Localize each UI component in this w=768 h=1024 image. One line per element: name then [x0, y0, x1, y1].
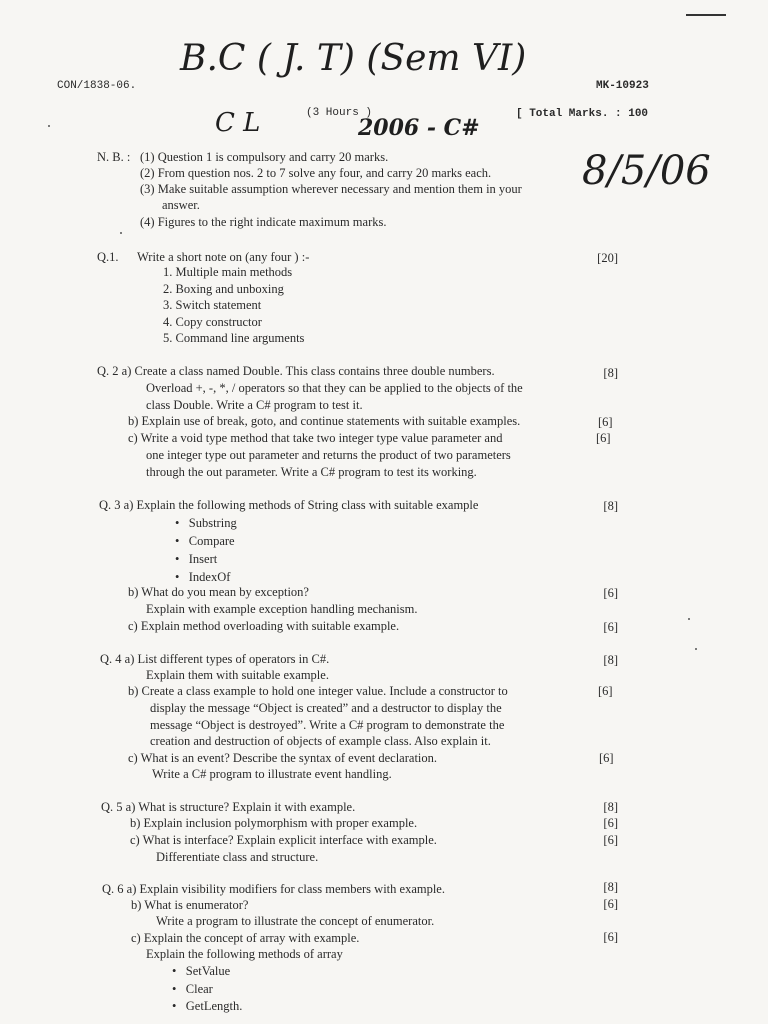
q3-bullet-text: Compare [188, 534, 235, 548]
q1-marks: [20] [597, 251, 618, 265]
scan-speck [48, 125, 50, 127]
q6b-marks: [6] [603, 897, 618, 911]
q3b-line: Explain with example exception handling mechanism. [146, 602, 418, 616]
q5a-marks: [8] [603, 800, 618, 814]
q6c-marks: [6] [603, 930, 618, 944]
total-marks: [ Total Marks. : 100 [516, 108, 649, 120]
q6c-line: c) Explain the concept of array with example. [131, 931, 360, 945]
q4a-line: Explain them with suitable example. [146, 668, 329, 682]
q1-item: 3. Switch statement [163, 298, 262, 312]
q6c-line: Explain the following methods of array [146, 947, 343, 961]
q1-item: 1. Multiple main methods [163, 265, 293, 279]
q1-item: 4. Copy constructor [163, 315, 262, 329]
q2a-line: Q. 2 a) Create a class named Double. This class contains three double numbers. [97, 364, 495, 378]
q3c-marks: [6] [603, 620, 618, 634]
q4a-marks: [8] [603, 653, 618, 667]
q4b-line: display the message “Object is created” and a destructor to display the [150, 701, 502, 715]
q2a-line: Overload +, -, *, / operators so that they can be applied to the objects of the [146, 381, 523, 395]
q3b-line: b) What do you mean by exception? [128, 585, 309, 599]
q4c-line: Write a C# program to illustrate event handling. [152, 767, 392, 781]
q1-text: Write a short note on (any four ) :- [137, 250, 310, 264]
q6b-line: b) What is enumerator? [131, 898, 249, 912]
q4c-marks: [6] [599, 751, 614, 765]
handwritten-sub: C L [215, 108, 261, 138]
q6a-marks: [8] [603, 880, 618, 894]
q2c-line: c) Write a void type method that take two integer type value parameter and [128, 431, 503, 445]
q5b-marks: [6] [603, 816, 618, 830]
q3-bullet: • Substring [175, 516, 237, 530]
nb-label: N. B. : [97, 150, 131, 164]
q3-bullet-text: IndexOf [188, 570, 231, 584]
q5c-line: Differentiate class and structure. [156, 850, 319, 864]
duration: (3 Hours ) [306, 107, 373, 119]
paper-code: CON/1838-06. [57, 80, 137, 92]
q4b-line: b) Create a class example to hold one integer value. Include a constructor to [128, 684, 508, 698]
nb-item: (1) Question 1 is compulsory and carry 20 marks. [140, 150, 389, 164]
scan-mark [686, 14, 726, 16]
scan-speck [695, 648, 697, 650]
paper-ref: MK-10923 [596, 80, 649, 92]
nb-item: (2) From question nos. 2 to 7 solve any four, and carry 20 marks each. [140, 166, 492, 180]
nb-item: answer. [162, 198, 200, 212]
q6-bullet-text: Clear [185, 982, 213, 996]
handwritten-title: B.C ( J. T) (Sem VI) [180, 38, 527, 79]
q6-bullet-text: SetValue [185, 964, 231, 978]
q2b-marks: [6] [598, 415, 613, 429]
q3-bullet: • Insert [175, 552, 218, 566]
q6b-line: Write a program to illustrate the concept of enumerator. [156, 914, 435, 928]
q1-item: 5. Command line arguments [163, 331, 305, 345]
q4b-line: creation and destruction of objects of example class. Also explain it. [150, 734, 491, 748]
q2a-marks: [8] [603, 366, 618, 380]
q3c-line: c) Explain method overloading with suitable example. [128, 619, 400, 633]
q6-bullet: • SetValue [172, 964, 231, 978]
q3a-line: Q. 3 a) Explain the following methods of String class with suitable example [99, 498, 479, 512]
q3-bullet: • Compare [175, 534, 235, 548]
q6-bullet: • Clear [172, 982, 213, 996]
scan-speck [120, 232, 122, 234]
q4b-marks: [6] [598, 684, 613, 698]
q2a-line: class Double. Write a C# program to test it. [146, 398, 363, 412]
q5c-marks: [6] [603, 833, 618, 847]
q4b-line: message “Object is destroyed”. Write a C# program to demonstrate the [150, 718, 505, 732]
q2b-line: b) Explain use of break, goto, and continue statements with suitable examples. [128, 414, 521, 428]
q6-bullet-text: GetLength. [185, 999, 243, 1013]
nb-item: (3) Make suitable assumption wherever necessary and mention them in your [140, 182, 522, 196]
q2c-line: one integer type out parameter and returns the product of two parameters [146, 448, 511, 462]
q5b-line: b) Explain inclusion polymorphism with proper example. [130, 816, 418, 830]
scan-speck [688, 618, 690, 620]
handwritten-date: 8/5/06 [582, 148, 711, 194]
handwritten-year: 2006 - C# [358, 115, 480, 141]
q6-bullet: • GetLength. [172, 999, 243, 1013]
q3-bullet-text: Insert [188, 552, 218, 566]
q3-bullet-text: Substring [188, 516, 237, 530]
q5c-line: c) What is interface? Explain explicit interface with example. [130, 833, 437, 847]
q3-bullet: • IndexOf [175, 570, 231, 584]
q5a-line: Q. 5 a) What is structure? Explain it with example. [101, 800, 356, 814]
q2c-marks: [6] [596, 431, 611, 445]
q4a-line: Q. 4 a) List different types of operators in C#. [100, 652, 330, 666]
q1-item: 2. Boxing and unboxing [163, 282, 284, 296]
q4c-line: c) What is an event? Describe the syntax of event declaration. [128, 751, 438, 765]
q3b-marks: [6] [603, 586, 618, 600]
nb-item: (4) Figures to the right indicate maximum marks. [140, 215, 387, 229]
q6a-line: Q. 6 a) Explain visibility modifiers for class members with example. [102, 882, 445, 896]
q3a-marks: [8] [603, 499, 618, 513]
q1-label: Q.1. [97, 250, 119, 264]
q2c-line: through the out parameter. Write a C# program to test its working. [146, 465, 477, 479]
